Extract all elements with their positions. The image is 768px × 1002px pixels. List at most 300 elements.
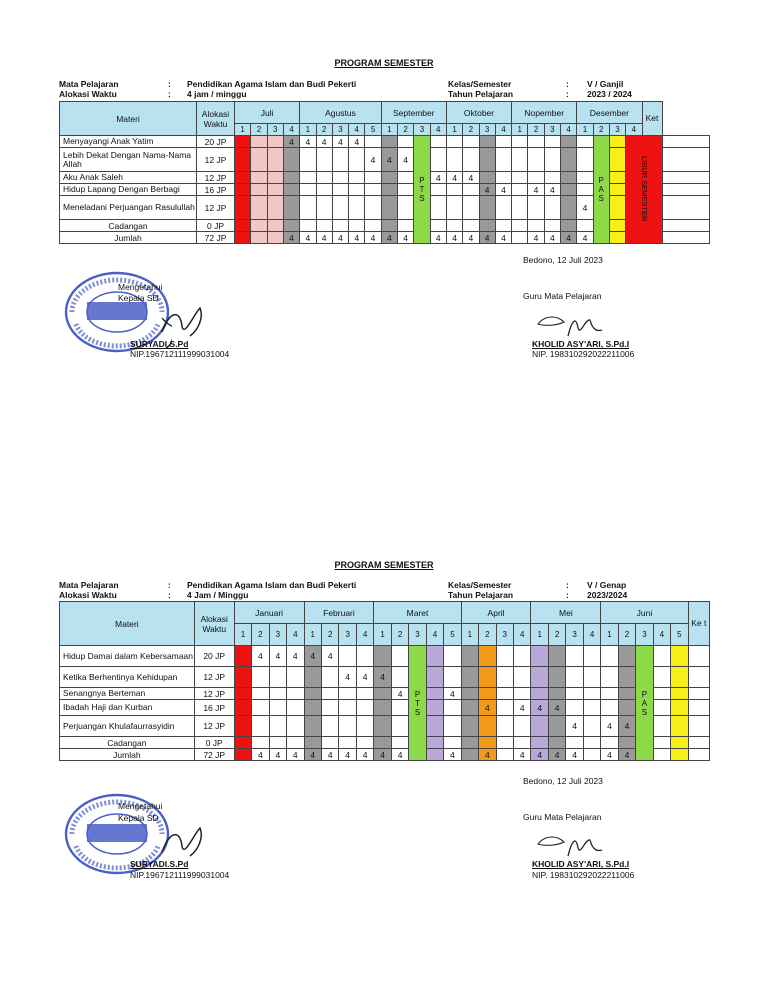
ket-cell xyxy=(662,172,710,184)
headmaster-nip: NIP.196712111999031004 xyxy=(130,349,230,359)
week-cell: 4 xyxy=(287,646,304,667)
week-number: 2 xyxy=(391,624,408,646)
ket-cell xyxy=(688,688,709,700)
week-cell: 4 xyxy=(495,232,511,244)
week-cell xyxy=(583,688,600,700)
week-cell xyxy=(287,667,304,688)
week-cell xyxy=(446,196,462,220)
header-alokasi: Alokasi Waktu xyxy=(197,102,235,136)
materi-cell: Hidup Lapang Dengan Berbagi xyxy=(60,184,197,196)
week-cell xyxy=(548,688,565,700)
week-cell xyxy=(321,700,338,716)
ket-cell xyxy=(688,716,709,737)
table-row xyxy=(60,148,710,172)
week-cell xyxy=(365,220,381,232)
week-cell xyxy=(560,148,576,172)
ket-cell xyxy=(662,196,710,220)
week-cell: 4 xyxy=(304,646,321,667)
week-cell xyxy=(251,136,267,148)
week-cell xyxy=(671,688,688,700)
week-cell xyxy=(512,172,528,184)
alokasi-cell: 12 JP xyxy=(194,667,234,688)
week-number: 1 xyxy=(374,624,391,646)
week-cell: 4 xyxy=(430,232,446,244)
pas-column xyxy=(636,646,653,761)
week-cell xyxy=(300,184,316,196)
week-cell xyxy=(269,716,286,737)
week-cell: 4 xyxy=(577,232,593,244)
week-cell: 4 xyxy=(544,232,560,244)
ket-cell xyxy=(688,646,709,667)
month-header: Agustus xyxy=(300,102,381,124)
week-cell xyxy=(287,700,304,716)
week-cell xyxy=(528,172,544,184)
table-row xyxy=(60,737,710,749)
week-cell xyxy=(609,184,625,196)
month-header: Desember xyxy=(577,102,642,124)
week-cell xyxy=(583,749,600,761)
week-number: 2 xyxy=(321,624,338,646)
week-cell xyxy=(374,716,391,737)
info-label: Tahun Pelajaran xyxy=(448,590,514,600)
month-header: Nopember xyxy=(512,102,577,124)
table-row xyxy=(60,136,710,148)
week-number: 5 xyxy=(671,624,688,646)
week-cell xyxy=(349,172,365,184)
week-cell: 4 xyxy=(514,700,531,716)
week-cell xyxy=(446,220,462,232)
week-cell xyxy=(430,136,446,148)
libur-semester-column xyxy=(626,136,662,244)
week-cell xyxy=(430,196,446,220)
week-cell xyxy=(479,716,496,737)
week-cell xyxy=(300,148,316,172)
alokasi-cell: 16 JP xyxy=(197,184,235,196)
week-cell xyxy=(671,737,688,749)
week-cell xyxy=(430,220,446,232)
week-cell xyxy=(671,700,688,716)
info-value: 4 jam / minggu xyxy=(187,89,247,99)
week-cell xyxy=(531,716,548,737)
week-cell xyxy=(601,700,618,716)
week-cell xyxy=(391,646,408,667)
week-cell xyxy=(514,667,531,688)
ket-cell xyxy=(688,667,709,688)
week-cell xyxy=(381,172,397,184)
week-cell xyxy=(514,646,531,667)
teacher-role: Guru Mata Pelajaran xyxy=(523,812,602,822)
week-number: 1 xyxy=(512,124,528,136)
week-cell xyxy=(531,646,548,667)
week-cell: 4 xyxy=(287,749,304,761)
week-cell xyxy=(479,688,496,700)
month-header: April xyxy=(461,602,531,624)
week-cell xyxy=(332,148,348,172)
week-cell: 4 xyxy=(397,232,413,244)
headmaster-name: SURYADI.S.Pd xyxy=(130,859,189,869)
table-row xyxy=(60,688,710,700)
week-cell xyxy=(528,220,544,232)
week-cell xyxy=(426,716,443,737)
week-cell xyxy=(444,737,461,749)
week-cell xyxy=(609,148,625,172)
headmaster-signature xyxy=(160,304,210,340)
week-cell: 4 xyxy=(316,232,332,244)
week-cell: 4 xyxy=(577,196,593,220)
ket-cell xyxy=(662,184,710,196)
week-cell xyxy=(577,220,593,232)
week-cell xyxy=(653,716,670,737)
week-cell xyxy=(479,646,496,667)
week-cell: 4 xyxy=(349,136,365,148)
week-cell xyxy=(365,196,381,220)
week-cell xyxy=(252,667,269,688)
week-cell: 4 xyxy=(528,232,544,244)
week-cell: 4 xyxy=(300,232,316,244)
week-number: 4 xyxy=(626,124,642,136)
week-cell xyxy=(583,737,600,749)
week-cell: 4 xyxy=(531,749,548,761)
week-cell xyxy=(461,737,478,749)
alokasi-cell: 20 JP xyxy=(197,136,235,148)
week-cell xyxy=(251,184,267,196)
week-number: 2 xyxy=(251,124,267,136)
week-cell: 4 xyxy=(252,646,269,667)
week-cell: 4 xyxy=(495,184,511,196)
week-cell xyxy=(316,148,332,172)
materi-cell: Aku Anak Saleh xyxy=(60,172,197,184)
page-title: PROGRAM SEMESTER xyxy=(334,560,434,570)
week-cell: 4 xyxy=(446,172,462,184)
info-label: Alokasi Waktu xyxy=(59,89,117,99)
semester-ganjil xyxy=(0,0,768,500)
info-value: Pendidikan Agama Islam dan Budi Pekerti xyxy=(187,580,357,590)
week-cell xyxy=(463,220,479,232)
pts-marker: P T S xyxy=(419,176,425,203)
week-cell xyxy=(479,220,495,232)
week-cell xyxy=(356,688,373,700)
week-cell xyxy=(391,700,408,716)
week-number: 4 xyxy=(283,124,299,136)
page-title: PROGRAM SEMESTER xyxy=(334,58,434,68)
week-cell xyxy=(512,220,528,232)
week-number: 3 xyxy=(409,624,426,646)
week-number: 1 xyxy=(304,624,321,646)
week-cell xyxy=(495,136,511,148)
mengetahui-label: Mengetahui xyxy=(118,801,163,811)
week-number: 3 xyxy=(566,624,583,646)
week-cell: 4 xyxy=(618,749,635,761)
info-label: Tahun Pelajaran xyxy=(448,89,514,99)
week-cell: 4 xyxy=(321,646,338,667)
week-cell: 4 xyxy=(316,136,332,148)
materi-cell: Ibadah Haji dan Kurban xyxy=(60,700,195,716)
week-cell xyxy=(512,232,528,244)
materi-cell: Jumlah xyxy=(60,749,195,761)
week-cell: 4 xyxy=(300,136,316,148)
week-cell: 4 xyxy=(531,700,548,716)
info-sep: : xyxy=(566,590,569,600)
week-number: 2 xyxy=(316,124,332,136)
week-cell xyxy=(426,646,443,667)
week-cell: 4 xyxy=(566,749,583,761)
month-header: Januari xyxy=(234,602,304,624)
week-cell xyxy=(267,136,283,148)
week-cell xyxy=(444,667,461,688)
week-cell xyxy=(618,737,635,749)
info-label: Alokasi Waktu xyxy=(59,590,117,600)
week-number: 5 xyxy=(444,624,461,646)
week-cell xyxy=(300,220,316,232)
info-sep: : xyxy=(566,580,569,590)
week-cell: 4 xyxy=(548,749,565,761)
week-number: 2 xyxy=(252,624,269,646)
semester-genap xyxy=(0,502,768,1002)
info-value: 4 Jam / Minggu xyxy=(187,590,249,600)
table-row xyxy=(60,667,710,688)
week-cell xyxy=(316,220,332,232)
week-cell xyxy=(235,232,251,244)
headmaster-nip: NIP.196712111999031004 xyxy=(130,870,230,880)
week-cell: 4 xyxy=(444,688,461,700)
week-cell xyxy=(609,196,625,220)
header-ket: Ket xyxy=(642,102,662,136)
week-cell xyxy=(609,220,625,232)
week-cell xyxy=(601,688,618,700)
week-number: 1 xyxy=(234,624,251,646)
week-cell xyxy=(251,148,267,172)
table-row xyxy=(60,749,710,761)
table-row xyxy=(60,196,710,220)
week-cell xyxy=(496,646,513,667)
week-cell xyxy=(496,737,513,749)
pas-marker: P A S xyxy=(598,176,604,203)
week-cell xyxy=(267,184,283,196)
table-row xyxy=(60,646,710,667)
week-cell xyxy=(618,688,635,700)
week-number: 4 xyxy=(653,624,670,646)
week-cell xyxy=(618,700,635,716)
week-cell xyxy=(653,700,670,716)
week-cell: 4 xyxy=(374,749,391,761)
alokasi-cell: 12 JP xyxy=(197,148,235,172)
week-number: 3 xyxy=(479,124,495,136)
materi-cell: Senangnya Berteman xyxy=(60,688,195,700)
week-cell xyxy=(283,172,299,184)
week-cell xyxy=(321,688,338,700)
week-cell xyxy=(512,196,528,220)
month-header: Maret xyxy=(374,602,461,624)
week-cell xyxy=(267,220,283,232)
week-cell: 4 xyxy=(339,667,356,688)
materi-cell: Perjuangan Khulafaurrasyidin xyxy=(60,716,195,737)
week-cell xyxy=(252,700,269,716)
week-number: 1 xyxy=(601,624,618,646)
alokasi-cell: 12 JP xyxy=(197,172,235,184)
week-cell xyxy=(251,232,267,244)
week-cell xyxy=(560,136,576,148)
week-number: 2 xyxy=(463,124,479,136)
week-cell xyxy=(374,688,391,700)
week-number: 3 xyxy=(332,124,348,136)
week-cell: 4 xyxy=(365,148,381,172)
ket-cell xyxy=(662,232,710,244)
week-cell xyxy=(304,667,321,688)
week-cell: 4 xyxy=(444,749,461,761)
week-cell xyxy=(283,184,299,196)
week-cell xyxy=(577,136,593,148)
week-cell xyxy=(495,196,511,220)
week-cell: 4 xyxy=(528,184,544,196)
week-cell xyxy=(544,220,560,232)
week-cell: 4 xyxy=(479,184,495,196)
week-cell: 4 xyxy=(381,232,397,244)
week-cell xyxy=(234,667,251,688)
week-cell xyxy=(349,220,365,232)
alokasi-cell: 12 JP xyxy=(194,688,234,700)
week-cell xyxy=(601,737,618,749)
week-cell xyxy=(349,184,365,196)
week-number: 1 xyxy=(446,124,462,136)
week-cell xyxy=(512,136,528,148)
week-cell xyxy=(583,646,600,667)
info-label: Kelas/Semester xyxy=(448,79,512,89)
week-number: 4 xyxy=(287,624,304,646)
alokasi-cell: 0 JP xyxy=(197,220,235,232)
week-cell xyxy=(544,136,560,148)
header-ket: Ke t xyxy=(688,602,709,646)
week-cell xyxy=(267,232,283,244)
week-cell xyxy=(316,196,332,220)
week-cell xyxy=(601,646,618,667)
week-cell xyxy=(463,148,479,172)
week-cell: 4 xyxy=(374,667,391,688)
ket-cell xyxy=(688,749,709,761)
kepala-sd-label: Kepala SD xyxy=(118,813,159,823)
week-number: 2 xyxy=(593,124,609,136)
week-cell xyxy=(234,749,251,761)
week-cell xyxy=(300,172,316,184)
week-number: 3 xyxy=(636,624,653,646)
place-date: Bedono, 12 Juli 2023 xyxy=(523,255,603,265)
week-cell xyxy=(374,737,391,749)
week-number: 3 xyxy=(496,624,513,646)
week-cell: 4 xyxy=(381,148,397,172)
week-cell: 4 xyxy=(321,749,338,761)
week-cell xyxy=(365,172,381,184)
week-cell: 4 xyxy=(548,700,565,716)
week-cell xyxy=(321,716,338,737)
week-cell xyxy=(339,688,356,700)
week-cell xyxy=(251,172,267,184)
week-cell xyxy=(583,716,600,737)
ket-cell xyxy=(662,220,710,232)
week-cell xyxy=(430,184,446,196)
week-cell xyxy=(374,646,391,667)
week-number: 1 xyxy=(577,124,593,136)
week-cell xyxy=(514,737,531,749)
week-cell xyxy=(349,196,365,220)
schedule-table xyxy=(59,601,710,761)
week-cell: 4 xyxy=(349,232,365,244)
week-cell xyxy=(287,737,304,749)
week-cell xyxy=(356,716,373,737)
materi-cell: Cadangan xyxy=(60,737,195,749)
alokasi-cell: 12 JP xyxy=(197,196,235,220)
week-cell xyxy=(653,667,670,688)
teacher-name: KHOLID ASY'ARI, S.Pd.I xyxy=(532,339,630,349)
week-cell xyxy=(287,688,304,700)
week-cell xyxy=(514,688,531,700)
week-cell xyxy=(512,184,528,196)
week-cell xyxy=(269,667,286,688)
place-date: Bedono, 12 Juli 2023 xyxy=(523,776,603,786)
week-cell xyxy=(349,148,365,172)
week-cell xyxy=(339,646,356,667)
week-cell: 4 xyxy=(560,232,576,244)
info-label: Mata Pelajaran xyxy=(59,580,119,590)
week-cell: 4 xyxy=(304,749,321,761)
week-cell xyxy=(300,196,316,220)
info-value: V / Genap xyxy=(587,580,627,590)
month-header: September xyxy=(381,102,446,124)
info-label: Mata Pelajaran xyxy=(59,79,119,89)
ket-cell xyxy=(662,148,710,172)
week-cell xyxy=(397,184,413,196)
week-cell: 4 xyxy=(479,749,496,761)
week-number: 4 xyxy=(560,124,576,136)
week-cell xyxy=(609,136,625,148)
week-cell xyxy=(321,737,338,749)
alokasi-cell: 72 JP xyxy=(194,749,234,761)
table-row xyxy=(60,700,710,716)
teacher-name: KHOLID ASY'ARI, S.Pd.I xyxy=(532,859,630,869)
week-cell xyxy=(463,184,479,196)
week-number: 2 xyxy=(548,624,565,646)
week-cell: 4 xyxy=(446,232,462,244)
week-cell xyxy=(566,688,583,700)
headmaster-name: SURYADI.S.Pd xyxy=(130,339,189,349)
header-alokasi: Alokasi Waktu xyxy=(194,602,234,646)
week-cell xyxy=(479,667,496,688)
table-row xyxy=(60,184,710,196)
week-number: 2 xyxy=(479,624,496,646)
month-header: Juli xyxy=(235,102,300,124)
week-number: 3 xyxy=(414,124,430,136)
week-cell xyxy=(560,172,576,184)
week-cell: 4 xyxy=(283,136,299,148)
week-cell xyxy=(269,737,286,749)
week-cell xyxy=(531,688,548,700)
week-cell xyxy=(463,136,479,148)
week-cell xyxy=(496,749,513,761)
ket-cell xyxy=(688,700,709,716)
week-cell xyxy=(583,667,600,688)
month-header: Juni xyxy=(601,602,688,624)
week-cell xyxy=(444,700,461,716)
week-cell xyxy=(283,196,299,220)
schedule-table xyxy=(59,101,710,244)
week-cell xyxy=(566,667,583,688)
week-cell xyxy=(252,737,269,749)
week-cell xyxy=(618,646,635,667)
alokasi-cell: 12 JP xyxy=(194,716,234,737)
week-number: 4 xyxy=(514,624,531,646)
week-cell: 4 xyxy=(365,232,381,244)
week-cell: 4 xyxy=(269,646,286,667)
week-cell xyxy=(528,148,544,172)
info-value: 2023/2024 xyxy=(587,590,628,600)
